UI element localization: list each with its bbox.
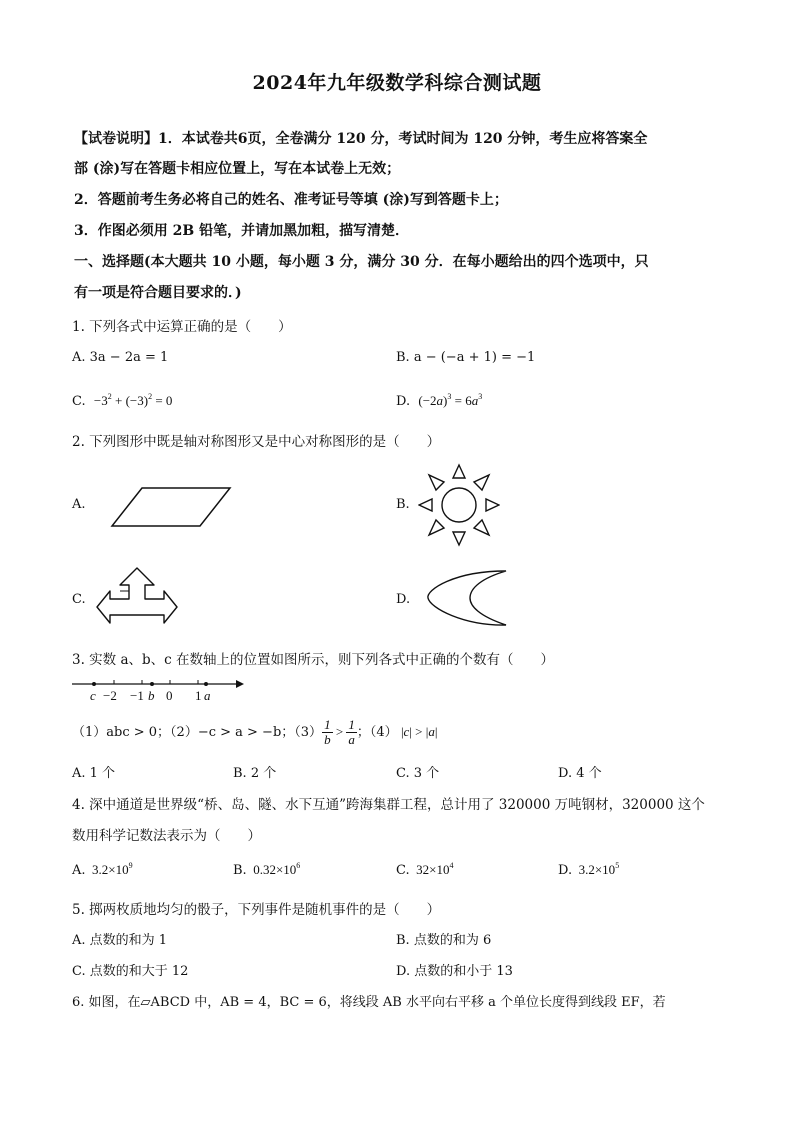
- axis-label-c: c: [90, 688, 96, 703]
- q3-conditions: （1）abc > 0；（2）−c > a > −b；（3） $\frac{1}{b}$ > $\frac{1}{a}$ ；（4） |c| > |a|: [72, 717, 438, 747]
- axis-label-a: a: [204, 688, 211, 703]
- q2-option-a-label: A.: [72, 497, 86, 512]
- q5-option-a: A. 点数的和为 1: [72, 933, 168, 948]
- q4-option-d-label: D.: [558, 863, 573, 878]
- q2-option-c-label: C.: [72, 592, 86, 607]
- q3-conditions-mid: ；（4）: [356, 725, 398, 740]
- notes-line-4: 3．作图必须用 2B 铅笔，并请加黑加粗，描写清楚．: [74, 223, 410, 239]
- q1-option-c-label: C.: [72, 394, 86, 409]
- q4-option-a: A. $3.2\times 10^9$: [72, 861, 133, 878]
- crescent-figure: [424, 568, 510, 628]
- notes-line-3: 2．答题前考生务必将自己的姓名、准考证号等填 (涂)写到答题卡上；: [74, 192, 508, 208]
- q6-stem: 6. 如图，在▱ABCD 中，AB = 4，BC = 6，将线段 AB 水平向右平移 a 个单位长度得到线段 EF，若: [72, 995, 666, 1010]
- sun-figure: [418, 462, 500, 548]
- q4-option-a-label: A.: [72, 863, 86, 878]
- axis-label-b: b: [148, 688, 155, 703]
- q3-option-c: C. 3 个: [396, 766, 440, 781]
- section-heading-line-1: 一、选择题(本大题共 10 小题，每小题 3 分，满分 30 分．在每小题给出的四个选项中，只: [74, 254, 649, 270]
- q3-option-d: D. 4 个: [558, 766, 602, 781]
- q1-option-c: C. $-3^2 + (-3)^2 = 0$: [72, 392, 173, 409]
- q5-option-b: B. 点数的和为 6: [396, 933, 492, 948]
- q2-option-b-label: B.: [396, 497, 410, 512]
- notes-line-2: 部 (涂)写在答题卡相应位置上，写在本试卷上无效；: [74, 161, 401, 177]
- q2-option-d-label: D.: [396, 592, 411, 607]
- q4-option-b: B. $0.32\times 10^6$: [233, 861, 301, 878]
- arrow-figure: [94, 565, 180, 635]
- q4-stem-line-2: 数用科学记数法表示为（ ）: [72, 828, 261, 844]
- axis-label-neg1: −1: [130, 688, 144, 703]
- q1-option-d-label: D.: [396, 394, 411, 409]
- notes-line-1: 【试卷说明】1．本试卷共6页，全卷满分 120 分，考试时间为 120 分钟，考生应将答案全: [74, 131, 648, 147]
- q1-option-b: B. a − (−a + 1) = −1: [396, 350, 536, 365]
- q3-option-b: B. 2 个: [233, 766, 277, 781]
- q4-option-d: D. $3.2\times 10^5$: [558, 861, 620, 878]
- q3-conditions-prefix: （1）abc > 0；（2）−c > a > −b；（3）: [72, 725, 323, 740]
- number-line: [70, 672, 248, 706]
- q1-option-a: A. 3a − 2a = 1: [72, 350, 169, 365]
- q4-option-c-label: C.: [396, 863, 410, 878]
- q1-stem: 1. 下列各式中运算正确的是（ ）: [72, 319, 292, 335]
- q4-option-b-label: B.: [233, 863, 247, 878]
- q4-option-c: C. $32\times 10^4$: [396, 861, 454, 878]
- parallelogram-figure: [108, 484, 236, 530]
- axis-label-0: 0: [166, 688, 173, 703]
- q5-stem: 5. 掷两枚质地均匀的骰子，下列事件是随机事件的是（ ）: [72, 902, 441, 918]
- axis-label-1: 1: [195, 688, 202, 703]
- q4-stem-line-1: 4. 深中通道是世界级“桥、岛、隧、水下互通”跨海集群工程，总计用了 320000 万吨钢材，320000 这个: [72, 797, 705, 813]
- q1-option-d: D. $(-2a)^3 = 6a^3$: [396, 392, 483, 409]
- section-heading-line-2: 有一项是符合题目要求的．): [74, 285, 242, 301]
- q2-stem: 2. 下列图形中既是轴对称图形又是中心对称图形的是（ ）: [72, 434, 441, 450]
- q5-option-c: C. 点数的和大于 12: [72, 964, 189, 979]
- page-title: 2024年九年级数学科综合测试题: [252, 72, 542, 94]
- q3-option-a: A. 1 个: [72, 766, 116, 781]
- q3-stem: 3. 实数 a、b、c 在数轴上的位置如图所示，则下列各式中正确的个数有（ ）: [72, 652, 555, 668]
- q5-option-d: D. 点数的和小于 13: [396, 964, 513, 979]
- axis-label-neg2: −2: [103, 688, 117, 703]
